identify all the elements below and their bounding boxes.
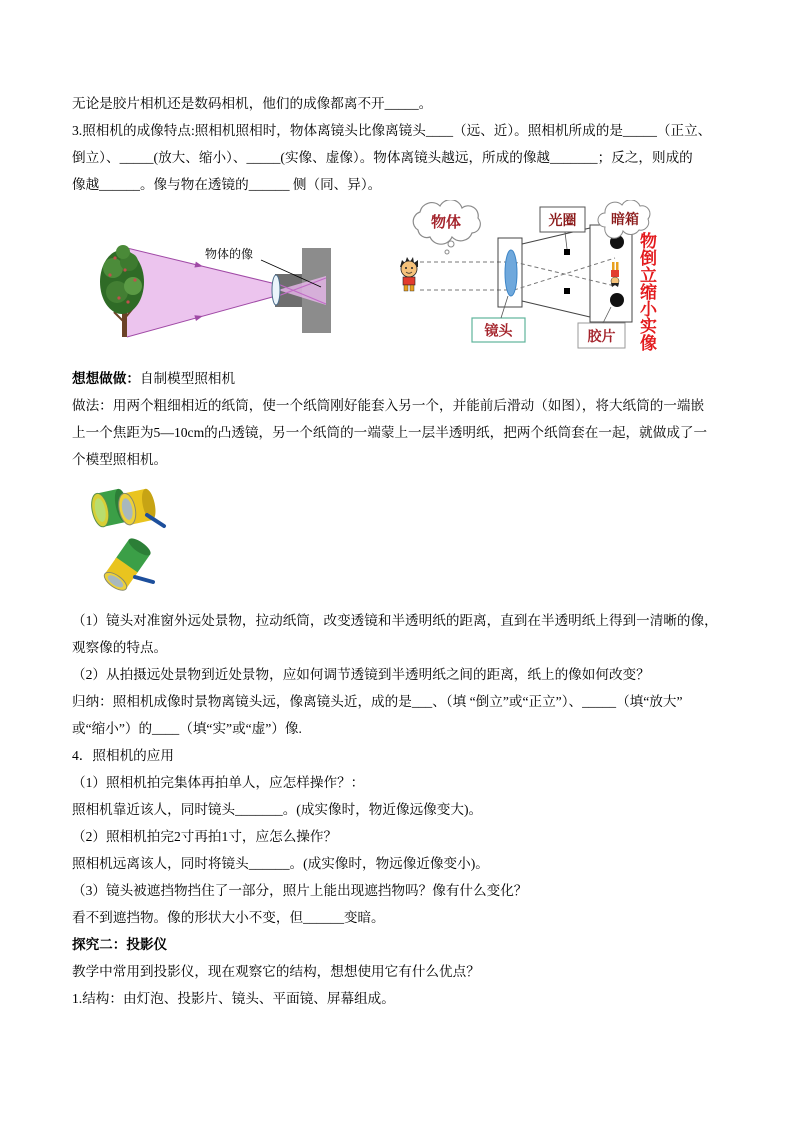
explore-two-heading: 探究二：投影仪	[72, 937, 168, 952]
fruit-dot	[123, 268, 126, 271]
inverted-body	[611, 270, 619, 277]
aperture-blade-top	[564, 249, 570, 255]
film-label: 胶片	[587, 329, 616, 345]
model-camera-activity	[72, 365, 732, 473]
leaf-cluster	[124, 277, 142, 295]
person-eye	[411, 267, 413, 269]
light-cone	[127, 248, 276, 337]
application-answer: 照相机靠近该人，同时镜头_______。(成实像时，物近像远像变大)。	[72, 802, 483, 817]
application-answer: 照相机远离该人，同时将镜头______。(成实像时，物远像近像变小)。	[72, 856, 489, 871]
application-question: （2）照相机拍完2寸再拍1寸，应怎么操作？	[72, 829, 338, 844]
aperture-blade-bottom	[564, 288, 570, 294]
inverted-leg	[616, 262, 619, 270]
method-line: 做法：用两个粗细相近的纸筒，使一个纸筒刚好能套入另一个，并能前后滑动（如图），将大纸筒的一端嵌	[72, 398, 705, 413]
person-eye	[405, 267, 407, 269]
lens-label: 镜头	[484, 323, 513, 340]
person-leg	[404, 285, 408, 291]
method-line: 上一个焦距为5—10cm的凸透镜，另一个纸筒的一端蒙上一层半透明纸，把两个纸筒套在一起，就做成了一	[72, 425, 708, 440]
assembled-paper-tube	[101, 535, 153, 593]
film-roller-bottom	[610, 293, 624, 307]
activity-heading	[72, 365, 732, 392]
leaf-cluster	[116, 245, 130, 259]
cloud-bubble	[445, 250, 449, 254]
summary-line: 归纳：照相机成像时景物离镜头远，像离镜头近，成的是___、（填 “倒立”或“正立”）、_____（填“放大”	[72, 694, 683, 709]
explore-two-line: 1.结构：由灯泡、投影片、镜头、平面镜、屏幕组成。	[72, 991, 395, 1006]
camera-features-question-end: 像越______。像与物在透镜的______ 侧（同、异）。	[72, 177, 382, 192]
person-leg	[410, 285, 414, 291]
camera-features-question: 3.照相机的成像特点:照相机照相时，物体离镜头比像离镜头____（远、近）。照相机所成的是_____（正立、	[72, 123, 712, 138]
summary-line: 或“缩小”）的____（填“实”或“虚”）像.	[72, 721, 302, 736]
convex-lens	[272, 275, 280, 305]
person-head	[401, 261, 417, 277]
fruit-dot	[133, 278, 136, 281]
step-line: （1）镜头对准窗外远处景物，拉动纸筒，改变透镜和半透明纸的距离，直到在半透明纸上得到一清晰的像，	[72, 613, 718, 628]
aperture-label: 光圈	[548, 213, 577, 229]
aperture-pointer	[565, 232, 567, 249]
application-answer: 看不到遮挡物。像的形状大小不变，但______变暗。	[72, 910, 385, 925]
fruit-dot	[113, 256, 116, 259]
object-image-label: 物体的像	[205, 247, 254, 261]
paper-tube-model-camera-figure	[85, 482, 170, 597]
camera-imaging-figure	[95, 240, 340, 345]
leaf-cluster	[103, 258, 123, 278]
person-illustration	[400, 257, 418, 291]
intro-line: 无论是胶片相机还是数码相机，他们的成像都离不开_____。	[72, 96, 433, 111]
activity-heading-title: 自制模型照相机	[139, 371, 236, 386]
object-label: 物体	[430, 213, 462, 231]
application-question: （1）照相机拍完集体再拍单人，应怎样操作？：	[72, 775, 365, 790]
blue-handle-assembled	[135, 577, 153, 582]
method-line: 个模型照相机。	[72, 452, 168, 467]
applications-heading: 4．照相机的应用	[72, 748, 174, 763]
fruit-dot	[108, 273, 111, 276]
camera-funnel-bottom	[522, 301, 590, 317]
steps-section	[72, 607, 732, 1012]
fruit-dot	[126, 300, 129, 303]
camera-features-question-cont: 倒立）、_____(放大、缩小）、_____(实像、虚像）。物体离镜头越远，所成的像越_______；反之，则成的	[72, 150, 693, 165]
step-line: （2）从拍摄远处景物到近处景物，应如何调节透镜到半透明纸之间的距离，纸上的像如何改变？	[72, 667, 650, 682]
cloud-bubble	[448, 241, 454, 247]
fruit-dot	[117, 296, 120, 299]
step-line: 观察像的特点。	[72, 640, 168, 655]
explore-two-line: 教学中常用到投影仪，现在观察它的结构，想想使用它有什么优点？	[72, 964, 480, 979]
application-question: （3）镜头被遮挡物挡住了一部分，照片上能出现遮挡物吗？像有什么变化？	[72, 883, 528, 898]
inverted-leg	[612, 262, 615, 270]
dark-box-label: 暗箱	[611, 212, 639, 228]
activity-heading-bold: 想想做做：	[72, 371, 140, 386]
intro-section	[72, 90, 732, 198]
camera-structure-diagram	[393, 200, 663, 360]
inverted-real-image-caption: 物倒立缩小实像	[636, 232, 656, 351]
person-shirt	[403, 277, 415, 285]
lens-element	[505, 250, 517, 296]
